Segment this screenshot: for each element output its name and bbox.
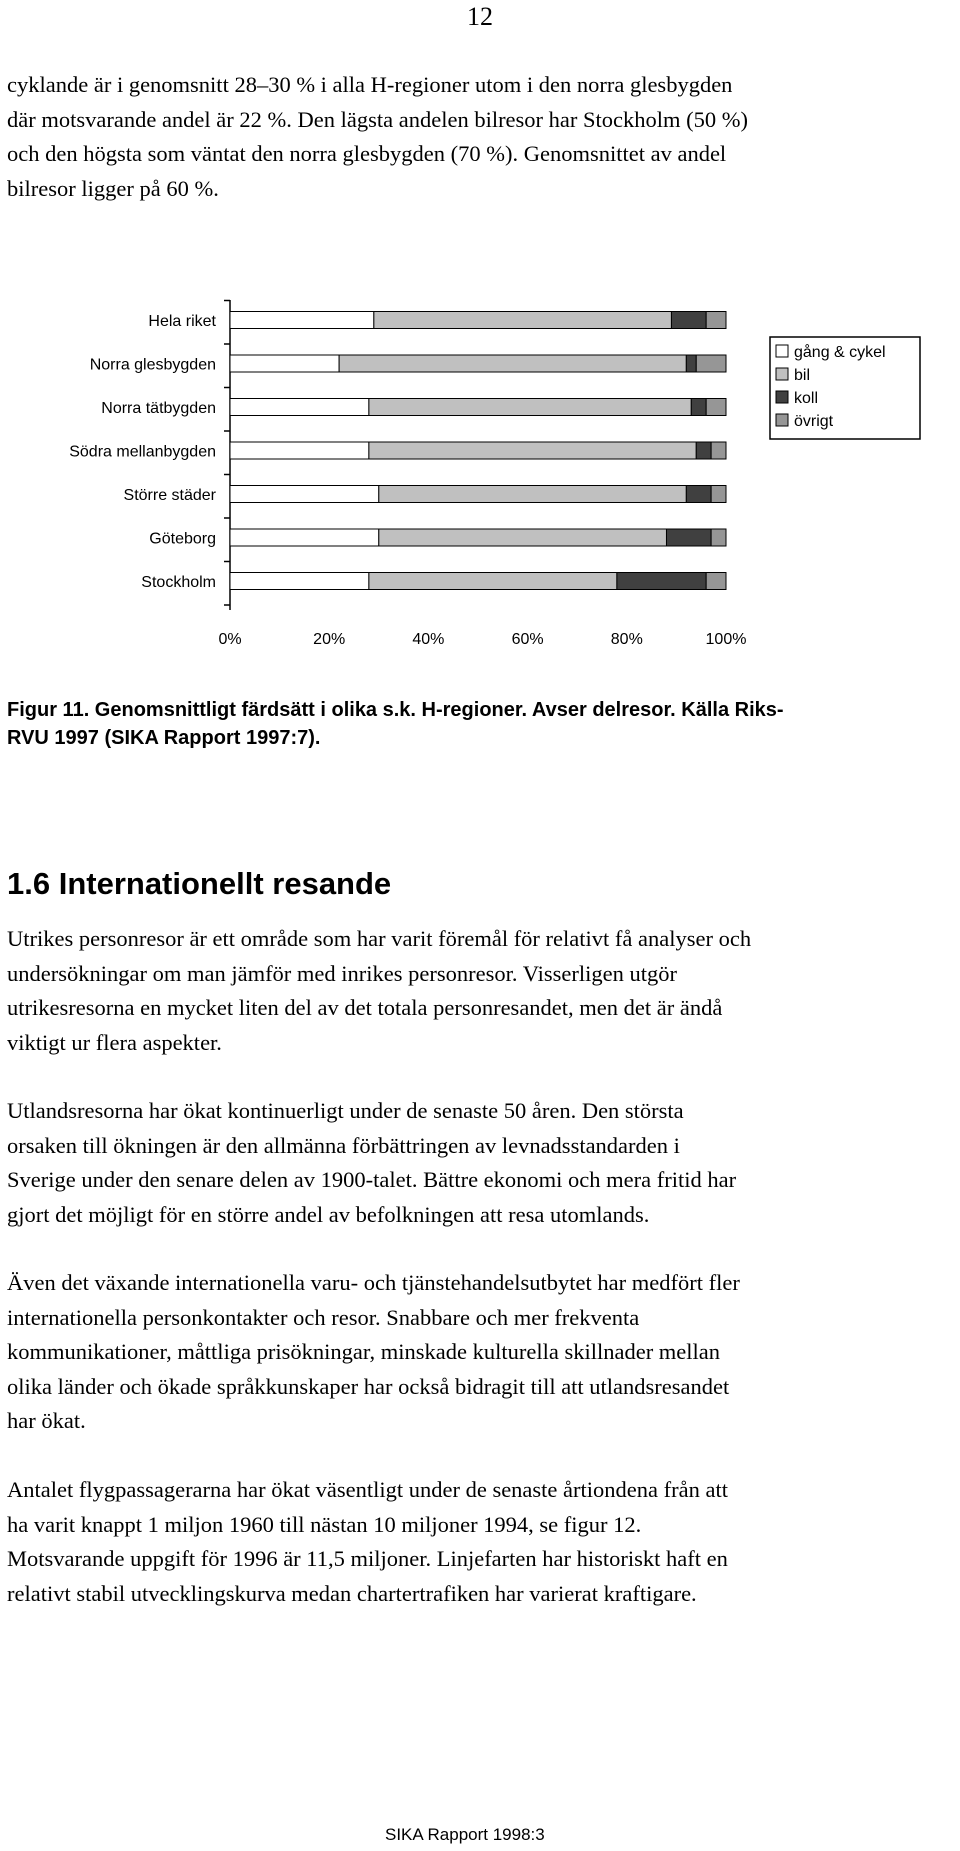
bar-segment [339, 355, 686, 372]
bar-segment [671, 312, 706, 329]
x-tick-label: 60% [511, 631, 544, 648]
text-line: orsaken till ökningen är den allmänna förbättringen av levnadsstandarden i [7, 1132, 680, 1158]
category-label: Större städer [123, 487, 216, 504]
text-line: internationella personkontakter och resor. Snabbare och mer frekventa [7, 1304, 640, 1330]
bar-segment [666, 529, 711, 546]
text-line: ha varit knappt 1 miljon 1960 till nästan 10 miljoner 1994, se figur 12. [7, 1511, 642, 1537]
bar-segment [374, 312, 672, 329]
text-line: gjort det möjligt för en större andel av befolkningen att resa utomlands. [7, 1201, 650, 1227]
bar-segment [711, 529, 726, 546]
section-paragraph [7, 1266, 952, 1439]
category-label: Göteborg [149, 530, 216, 548]
x-tick-label: 100% [705, 631, 747, 648]
legend-swatch [776, 345, 788, 357]
category-label: Norra glesbygden [89, 356, 216, 374]
category-label: Hela riket [148, 313, 216, 330]
bar-chart [0, 290, 960, 660]
text-line: undersökningar om man jämför med inrikes personresor. Visserligen utgör [7, 960, 677, 986]
bar-segment [696, 442, 711, 459]
bar-segment [369, 442, 696, 459]
text-line: bilresor ligger på 60 %. [7, 175, 219, 201]
text-line: Utrikes personresor är ett område som har varit föremål för relativt få analyser och [7, 926, 752, 951]
bar-segment [706, 573, 726, 590]
bar-segment [617, 573, 706, 590]
bar-segment [379, 529, 667, 546]
section-paragraph [7, 1094, 952, 1232]
category-label: Stockholm [141, 574, 216, 591]
section-heading: 1.6 Internationellt resande [7, 866, 392, 901]
bar-segment [369, 399, 691, 416]
section-paragraph [7, 1473, 952, 1611]
intro-paragraph [7, 68, 952, 206]
section-paragraph [7, 922, 952, 1060]
bar-segment [696, 355, 726, 372]
x-tick-label: 20% [313, 631, 346, 648]
text-line: viktigt ur flera aspekter. [7, 1029, 222, 1055]
text-line: där motsvarande andel är 22 %. Den lägsta andelen bilresor har Stockholm (50 %) [7, 106, 749, 132]
caption-line: Figur 11. Genomsnittligt färdsätt i olika s.k. H-regioner. Avser delresor. Källa Riks- [7, 699, 784, 721]
bar-segment [369, 573, 617, 590]
text-line: olika länder och ökade språkkunskaper har också bidragit till att utlandsresandet [7, 1373, 730, 1399]
text-line: har ökat. [7, 1408, 86, 1433]
bar-segment [711, 442, 726, 459]
bar-segment [686, 486, 711, 503]
legend-swatch [776, 414, 788, 426]
legend-swatch [776, 391, 788, 403]
x-tick-label: 0% [218, 631, 242, 648]
figure-caption [7, 696, 952, 752]
bar-segment [691, 399, 706, 416]
text-line: cyklande är i genomsnitt 28–30 % i alla H-regioner utom i den norra glesbygden [7, 72, 733, 97]
legend-label: bil [794, 367, 811, 384]
bar-segment [230, 399, 369, 416]
footer: SIKA Rapport 1998:3 [385, 1825, 545, 1844]
page-number: 12 [467, 2, 493, 31]
text-line: och den högsta som väntat den norra glesbygden (70 %). Genomsnittet av andel [7, 141, 727, 166]
bar-segment [230, 529, 379, 546]
text-line: kommunikationer, måttliga prisökningar, minskade kulturella skillnader mellan [7, 1339, 721, 1364]
bar-segment [706, 399, 726, 416]
bar-segment [230, 486, 379, 503]
bar-segment [711, 486, 726, 503]
bar-segment [230, 442, 369, 459]
text-line: Antalet flygpassagerarna har ökat väsentligt under de senaste årtiondena från att [7, 1477, 728, 1502]
bar-segment [686, 355, 696, 372]
bar-chart-svg [0, 290, 960, 660]
text-line: Utlandsresorna har ökat kontinuerligt under de senaste 50 åren. Den största [7, 1098, 684, 1123]
x-tick-label: 40% [412, 631, 445, 648]
bar-segment [230, 355, 339, 372]
category-label: Södra mellanbygden [69, 443, 216, 461]
legend-label: gång & cykel [794, 344, 886, 361]
legend-label: övrigt [794, 413, 834, 430]
legend-swatch [776, 368, 788, 380]
bar-segment [706, 312, 726, 329]
bar-segment [379, 486, 687, 503]
caption-line: RVU 1997 (SIKA Rapport 1997:7). [7, 727, 321, 749]
text-line: Motsvarande uppgift för 1996 är 11,5 miljoner. Linjefarten har historiskt haft en [7, 1546, 728, 1571]
bar-segment [230, 573, 369, 590]
bar-segment [230, 312, 374, 329]
text-line: utrikesresorna en mycket liten del av det totala personresandet, men det är ändå [7, 995, 723, 1020]
x-tick-label: 80% [610, 631, 643, 648]
text-line: relativt stabil utvecklingskurva medan chartertrafiken har varierat kraftigare. [7, 1580, 697, 1606]
text-line: Även det växande internationella varu- och tjänstehandelsutbytet har medfört fler [7, 1270, 740, 1295]
text-line: Sverige under den senare delen av 1900-talet. Bättre ekonomi och mera fritid har [7, 1167, 737, 1192]
legend-label: koll [794, 390, 819, 407]
category-label: Norra tätbygden [101, 400, 216, 417]
